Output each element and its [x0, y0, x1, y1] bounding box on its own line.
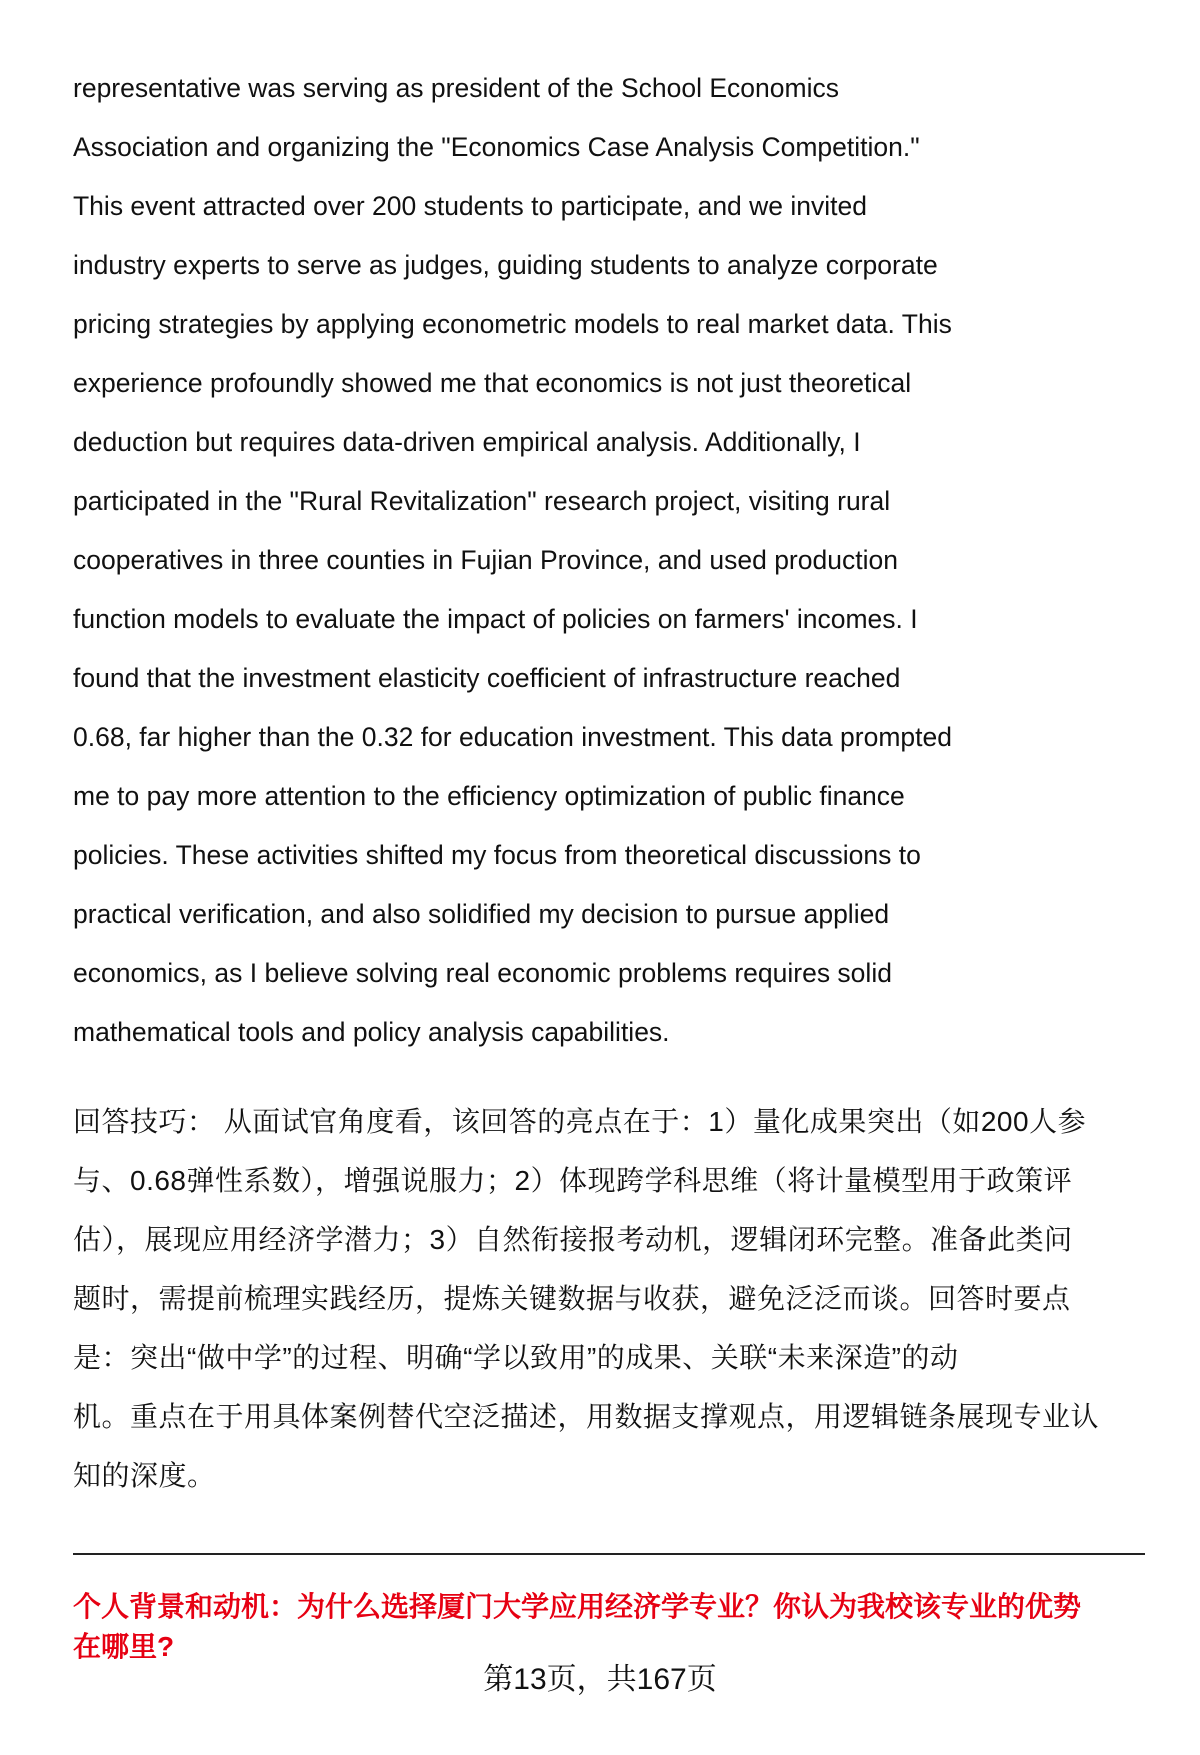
answer-line: deduction but requires data-driven empirical analysis. Additionally, I: [73, 427, 861, 457]
tips-line: 是：突出“做中学”的过程、明确“学以致用”的成果、关联“未来深造”的动: [73, 1342, 959, 1373]
answer-line: practical verification, and also solidified my decision to pursue applied: [73, 899, 890, 929]
answer-line: Association and organizing the "Economics Case Analysis Competition.": [73, 132, 920, 162]
tips-line: 回答技巧： 从面试官角度看，该回答的亮点在于：1）量化成果突出（如200人参: [73, 1106, 1087, 1137]
tips-line: 知的深度。: [73, 1460, 216, 1491]
tips-line: 题时，需提前梳理实践经历，提炼关键数据与收获，避免泛泛而谈。回答时要点: [73, 1283, 1071, 1314]
answer-line: me to pay more attention to the efficiency optimization of public finance: [73, 781, 905, 811]
answer-line: representative was serving as president of the School Economics: [73, 73, 839, 103]
tips-line: 机。重点在于用具体案例替代空泛描述，用数据支撑观点，用逻辑链条展现专业认: [73, 1401, 1100, 1432]
question-line: 在哪里?: [73, 1631, 175, 1662]
answer-line: mathematical tools and policy analysis capabilities.: [73, 1017, 670, 1047]
tips-line: 与、0.68弹性系数），增强说服力；2）体现跨学科思维（将计量模型用于政策评: [73, 1165, 1073, 1196]
answer-line: 0.68, far higher than the 0.32 for education investment. This data prompted: [73, 722, 952, 752]
answer-line: participated in the "Rural Revitalization" research project, visiting rural: [73, 486, 891, 516]
answer-line: industry experts to serve as judges, guiding students to analyze corporate: [73, 250, 938, 280]
answer-line: This event attracted over 200 students to participate, and we invited: [73, 191, 867, 221]
answer-line: cooperatives in three counties in Fujian Province, and used production: [73, 545, 898, 575]
section-divider: [73, 1553, 1145, 1555]
answer-line: found that the investment elasticity coefficient of infrastructure reached: [73, 663, 901, 693]
answer-line: policies. These activities shifted my focus from theoretical discussions to: [73, 840, 921, 870]
tips-line: 估），展现应用经济学潜力；3）自然衔接报考动机，逻辑闭环完整。准备此类问: [73, 1224, 1073, 1255]
answer-line: economics, as I believe solving real economic problems requires solid: [73, 958, 892, 988]
answer-line: function models to evaluate the impact of policies on farmers' incomes. I: [73, 604, 918, 634]
page-number: 第13页，共167页: [483, 1663, 717, 1696]
answer-line: pricing strategies by applying econometric models to real market data. This: [73, 309, 952, 339]
question-line: 个人背景和动机：为什么选择厦门大学应用经济学专业？你认为我校该专业的优势: [73, 1591, 1082, 1622]
answer-line: experience profoundly showed me that economics is not just theoretical: [73, 368, 912, 398]
